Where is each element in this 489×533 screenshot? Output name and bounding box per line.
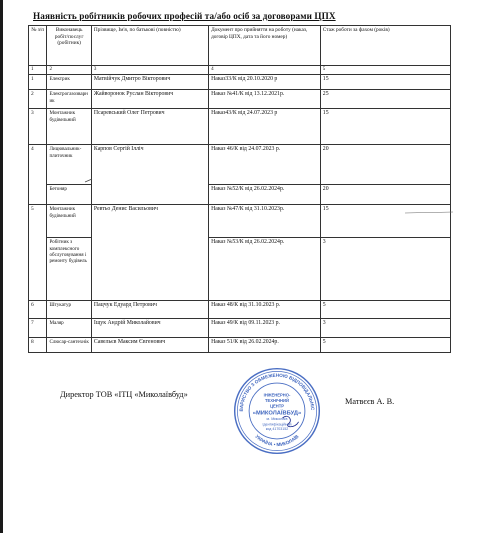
col-number: 2 xyxy=(47,66,91,75)
row-document: Наказ №41/К від 13.12.2021р. xyxy=(209,90,321,109)
row-experience: 3 xyxy=(320,238,450,301)
header-num: № з/п xyxy=(29,26,47,66)
row-position: Монтажник будівельний xyxy=(47,205,91,238)
col-number: 5 xyxy=(320,66,450,75)
row-document: Наказ №53/К від 26.02.2024р. xyxy=(209,238,321,301)
row-position: Слюсар-сантехнік xyxy=(47,338,91,353)
row-document: Наказ 46/К від 24.07.2023 р. xyxy=(209,145,321,185)
row-experience: 20 xyxy=(320,145,450,185)
row-document: Наказ 49/К від 09.11.2023 р. xyxy=(209,319,321,338)
table-row xyxy=(29,90,451,109)
document-title: Наявність робітників робочих професій та/або осіб за договорами ЦПХ xyxy=(33,11,336,21)
row-experience: 15 xyxy=(320,205,450,238)
row-document: Наказ №47/К від 31.10.2023р. xyxy=(209,205,321,238)
scan-mark xyxy=(405,210,455,216)
row-position: Штукатур xyxy=(47,301,91,319)
row-name: Псаревський Олег Петрович xyxy=(91,109,208,145)
row-experience: 5 xyxy=(320,338,450,353)
header-position: Виконавець робіт/послуг (робітник) xyxy=(47,26,91,66)
row-document: Наказ №52/К від 26.02.2024р. xyxy=(209,185,321,205)
row-experience: 15 xyxy=(320,75,450,90)
row-position: Маляр xyxy=(47,319,91,338)
row-position: Бетоняр xyxy=(47,185,91,205)
row-experience: 5 xyxy=(320,301,450,319)
signer-name: Матвєєв А. В. xyxy=(345,397,395,406)
row-position: Лицювальник-плиточник xyxy=(47,145,91,185)
svg-text:м. Миколаїв: м. Миколаїв xyxy=(266,417,288,421)
table-row xyxy=(29,109,451,145)
svg-text:ТЕХНІЧНИЙ: ТЕХНІЧНИЙ xyxy=(265,398,289,403)
row-num: 7 xyxy=(29,319,47,338)
svg-text:ІНЖЕНЕРНО-: ІНЖЕНЕРНО- xyxy=(263,392,291,398)
row-experience: 25 xyxy=(320,90,450,109)
row-num: 8 xyxy=(29,338,47,353)
col-number: 1 xyxy=(29,66,47,75)
svg-text:УКРАЇНА • МИКОЛАЇВ: УКРАЇНА • МИКОЛАЇВ xyxy=(254,433,300,448)
row-document: Наказ33/К від 20.10.2020 р xyxy=(209,75,321,90)
table-row xyxy=(29,338,451,353)
row-name: Ревтьо Денис Васильович xyxy=(91,205,208,301)
table-row xyxy=(29,75,451,90)
row-position: Електрик xyxy=(47,75,91,90)
row-experience: 15 xyxy=(320,109,450,145)
col-number: 4 xyxy=(209,66,321,75)
col-number: 3 xyxy=(91,66,208,75)
table-row xyxy=(29,205,451,238)
row-num: 5 xyxy=(29,205,47,301)
header-name: Прізвище, Ім'я, по батькові (повністю) xyxy=(91,26,208,66)
table-row xyxy=(29,319,451,338)
svg-text:ТОВАРИСТВО З ОБМЕЖЕНОЮ ВІДПОВІ: ВАРИСТВО З ОБМЕЖЕНОЮ ВІДПОВІДАЛЬНІС xyxy=(238,372,316,412)
row-position: Електрогазозварник xyxy=(47,90,91,109)
table-row xyxy=(29,301,451,319)
row-name: Іщук Андрій Миколайович xyxy=(91,319,208,338)
row-position: Монтажник будівельний xyxy=(47,109,91,145)
scan-mark xyxy=(84,178,94,184)
svg-text:«МИКОЛАЇВБУД»: «МИКОЛАЇВБУД» xyxy=(252,410,302,417)
row-document: Наказ 51/К від 26.02.2024р. xyxy=(209,338,321,353)
row-name: Матвійчук Дмитро Вікторович xyxy=(91,75,208,90)
svg-text:ЦЕНТР: ЦЕНТР xyxy=(269,403,285,409)
row-name: Жайворонок Руслан Вікторович xyxy=(91,90,208,109)
row-experience: 3 xyxy=(320,319,450,338)
column-number-row xyxy=(29,66,451,75)
row-num: 4 xyxy=(29,145,47,205)
row-experience: 20 xyxy=(320,185,450,205)
row-position: Робітник з комплексного обслуговування і ремонту будівель xyxy=(47,238,91,301)
svg-text:код 41703152: код 41703152 xyxy=(265,426,289,431)
row-document: Наказ 48/К від 31.10.2023 р. xyxy=(209,301,321,319)
row-name: Карпов Сергій Ілліч xyxy=(91,145,208,205)
row-name: Пацчук Едуард Петрович xyxy=(91,301,208,319)
company-stamp xyxy=(232,366,322,456)
row-num: 3 xyxy=(29,109,47,145)
table-header-row xyxy=(29,26,451,66)
svg-text:Ідентифікаційний: Ідентифікаційний xyxy=(262,422,292,427)
row-num: 1 xyxy=(29,75,47,90)
header-document: Документ про прийняття на роботу (наказ, договір ЦПХ, дата та його номер) xyxy=(209,26,321,66)
row-num: 6 xyxy=(29,301,47,319)
header-experience: Стаж роботи за фахом (років) xyxy=(320,26,450,66)
signature-label: Директор ТОВ «ІТЦ «Миколаївбуд» xyxy=(60,390,188,399)
left-border-strip xyxy=(0,0,3,533)
row-document: Наказ43/К від 24.07.2023 р xyxy=(209,109,321,145)
row-name: Савельєв Максим Євгенович xyxy=(91,338,208,353)
row-num: 2 xyxy=(29,90,47,109)
workers-table xyxy=(28,25,451,353)
